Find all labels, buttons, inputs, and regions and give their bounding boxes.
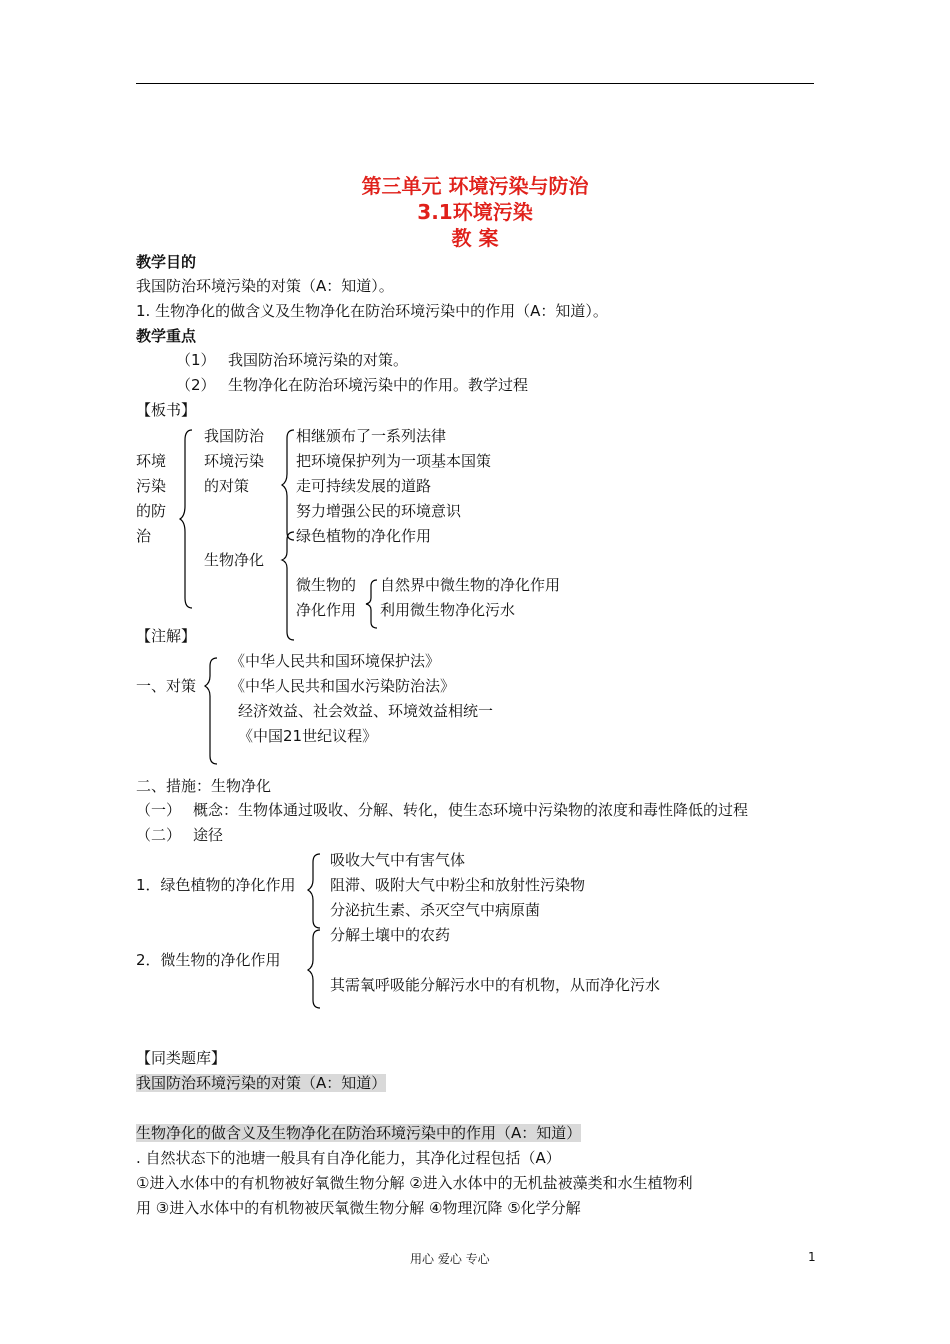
notes-heading: 【注解】 (136, 627, 197, 645)
plan-title: 教 案 (451, 226, 499, 250)
board-measure-item: 相继颁布了一系列法律 (296, 427, 447, 445)
route2-brace (308, 928, 324, 1012)
route-text: 途径 (193, 826, 224, 844)
goals-heading: 教学目的 (136, 253, 197, 271)
concept-text: 概念：生物体通过吸收、分解、转化，使生态环境中污染物的浓度和毒性降低的过程 (193, 801, 749, 819)
header-rule (136, 83, 814, 84)
board-measure-item: 走可持续发展的道路 (296, 477, 432, 495)
board-root-brace (180, 428, 196, 610)
bank-heading: 【同类题库】 (136, 1049, 227, 1067)
route1-item: 阻滞、吸附大气中粉尘和放射性污染物 (330, 876, 586, 894)
board-root-text: 的防 (136, 502, 167, 520)
board-microbe-label: 净化作用 (296, 601, 357, 619)
question-options: ①进入水体中的有机物被好氧微生物分解 ②进入水体中的无机盐被藻类和水生植物利 (136, 1174, 693, 1192)
board-green-item: 绿色植物的净化作用 (296, 527, 432, 545)
route2-item: 其需氧呼吸能分解污水中的有机物，从而净化污水 (330, 976, 661, 994)
policy-item: 《中国21世纪议程》 (238, 727, 378, 745)
board-root-text: 污染 (136, 477, 167, 495)
keypoint-item: 生物净化在防治环境污染中的作用。教学过程 (228, 376, 529, 394)
board-microbe-label: 微生物的 (296, 576, 357, 594)
route1-item: 吸收大气中有害气体 (330, 851, 466, 869)
board-branch-text: 生物净化 (204, 551, 265, 569)
unit-title: 第三单元 环境污染与防治 (361, 174, 589, 198)
keypoint-number: （1） (176, 351, 216, 369)
concept-number: （一） (136, 801, 182, 819)
question-text: . 自然状态下的池塘一般具有自净化能力，其净化过程包括（A） (136, 1149, 561, 1167)
board-microbe-item: 利用微生物净化污水 (380, 601, 516, 619)
policy-item: 经济效益、社会效益、环境效益相统一 (238, 702, 494, 720)
section-title: 3.1环境污染 (417, 200, 533, 224)
board-microbe-item: 自然界中微生物的净化作用 (380, 576, 561, 594)
keypoints-heading: 教学重点 (136, 327, 197, 345)
route2-label: 2．微生物的净化作用 (136, 951, 281, 969)
question-options: 用 ③进入水体中的有机物被厌氧微生物分解 ④物理沉降 ⑤化学分解 (136, 1199, 581, 1217)
board-root-text: 治 (136, 527, 152, 545)
policy-brace (205, 656, 221, 768)
bank-topic: 我国防治环境污染的对策（A：知道） (136, 1074, 387, 1092)
board-measure-item: 努力增强公民的环境意识 (296, 502, 462, 520)
board-heading: 【板书】 (136, 401, 197, 419)
policy-item: 《中华人民共和国环境保护法》 (230, 652, 441, 670)
bank-topic: 生物净化的做含义及生物净化在防治环境污染中的作用（A：知道） (136, 1124, 582, 1142)
keypoint-item: 我国防治环境污染的对策。 (228, 351, 409, 369)
page-number: 1 (808, 1250, 816, 1264)
route1-brace (308, 852, 324, 930)
route1-label: 1．绿色植物的净化作用 (136, 876, 296, 894)
keypoint-number: （2） (176, 376, 216, 394)
route-number: （二） (136, 826, 182, 844)
board-measure-item: 把环境保护列为一项基本国策 (296, 452, 492, 470)
measures-heading: 二、措施：生物净化 (136, 777, 272, 795)
policy-label: 一、对策 (136, 677, 197, 695)
board-microbe-brace (366, 578, 380, 630)
board-branch-text: 我国防治 (204, 427, 265, 445)
board-root-text: 环境 (136, 452, 167, 470)
footer-motto: 用心 爱心 专心 (410, 1252, 490, 1266)
route1-item: 分泌抗生素、杀灭空气中病原菌 (330, 901, 541, 919)
goal-item: 1. 生物净化的做含义及生物净化在防治环境污染中的作用（A：知道）。 (136, 302, 608, 320)
board-branch-text: 环境污染 (204, 452, 265, 470)
goal-item: 我国防治环境污染的对策（A：知道）。 (136, 277, 394, 295)
route2-item: 分解土壤中的农药 (330, 926, 451, 944)
policy-item: 《中华人民共和国水污染防治法》 (230, 677, 456, 695)
board-branch-text: 的对策 (204, 477, 250, 495)
